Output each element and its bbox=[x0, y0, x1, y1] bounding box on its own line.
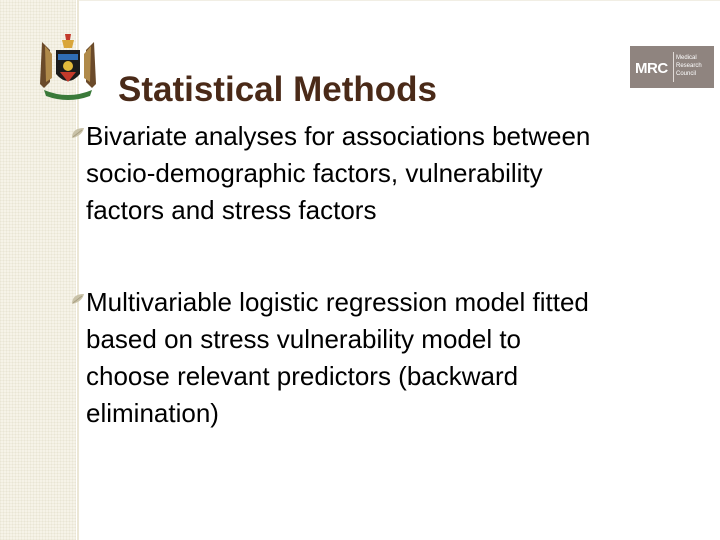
coat-of-arms-icon bbox=[36, 32, 100, 102]
bullet-text bbox=[70, 118, 715, 229]
logo-separator bbox=[673, 52, 674, 82]
bullet-line: factors and stress factors bbox=[86, 195, 377, 225]
bullet-item bbox=[70, 284, 715, 432]
bullet-line: Bivariate analyses for associations between bbox=[86, 121, 591, 151]
bullet-line: choose relevant predictors (backward bbox=[86, 361, 519, 391]
bullet-line: Multivariable logistic regression model fitted bbox=[86, 287, 589, 317]
bullet-line: elimination) bbox=[86, 398, 219, 428]
logo-line-2: Research bbox=[676, 63, 702, 69]
slide-title: Statistical Methods bbox=[118, 70, 437, 109]
bullet-line: based on stress vulnerability model to bbox=[86, 324, 522, 354]
bullet-leaf-icon bbox=[70, 126, 86, 140]
logo-line-3: Council bbox=[676, 71, 697, 77]
logo-mark: MRC bbox=[635, 60, 668, 77]
bullet-leaf-icon bbox=[70, 292, 86, 306]
bullet-item bbox=[70, 118, 715, 229]
top-divider bbox=[79, 0, 720, 1]
mrc-logo bbox=[630, 46, 714, 88]
bullet-text bbox=[70, 284, 715, 432]
logo-line-1: Medical bbox=[676, 55, 697, 61]
bullet-line: socio-demographic factors, vulnerability bbox=[86, 158, 543, 188]
